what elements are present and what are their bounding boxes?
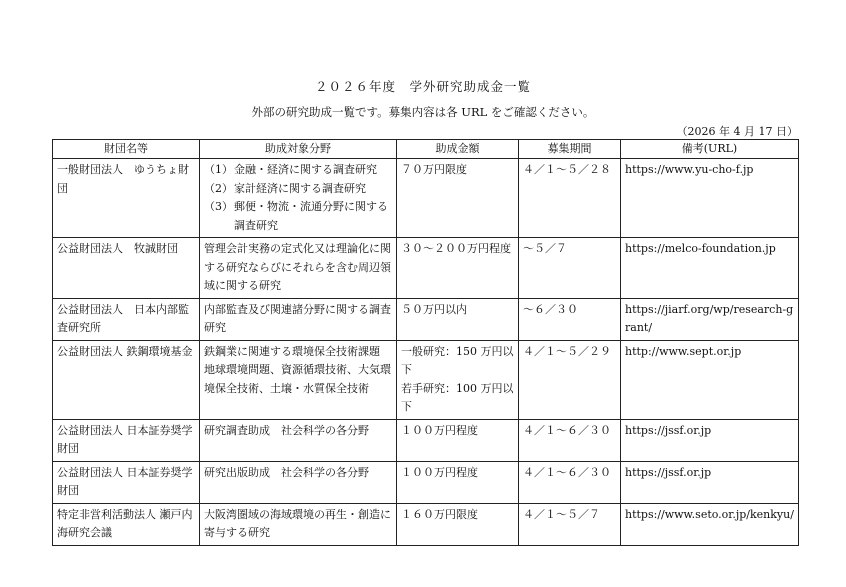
url-link[interactable]: https://jssf.or.jp xyxy=(625,465,712,479)
foundation-cell: 公益財団法人 鉄鋼環境基金 xyxy=(53,340,200,419)
header-amount: 助成金額 xyxy=(397,140,519,159)
table-row xyxy=(53,340,799,419)
url-link[interactable]: https://melco-foundation.jp xyxy=(625,242,776,255)
field-cell: 内部監査及び関連諸分野に関する調査研究 xyxy=(200,298,397,340)
foundation-cell: 公益財団法人 日本証券奨学財団 xyxy=(53,419,200,461)
url-link[interactable]: https://jiarf.org/wp/research-grant/ xyxy=(625,302,794,334)
amount-cell xyxy=(397,340,519,419)
table-row xyxy=(53,298,799,340)
field-item: （1）金融・経済に関する調査研究 xyxy=(204,163,377,176)
url-cell[interactable] xyxy=(621,503,799,545)
url-cell[interactable] xyxy=(621,238,799,299)
foundation-cell: 特定非営利活動法人 瀬戸内海研究会議 xyxy=(53,503,200,545)
amount-line: 一般研究：150 万円以下 xyxy=(401,344,514,376)
foundation-cell: 一般財団法人 ゆうちょ財団 xyxy=(53,159,200,238)
period-cell: ～６／３０ xyxy=(519,298,621,340)
table-row xyxy=(53,238,799,299)
amount-line: 若手研究：100 万円以下 xyxy=(401,381,514,413)
field-cell: 研究調査助成 社会科学の各分野 xyxy=(200,419,397,461)
header-foundation: 財団名等 xyxy=(53,140,200,159)
url-cell[interactable] xyxy=(621,159,799,238)
field-cell: 大阪湾圏域の海域環境の再生・創造に寄与する研究 xyxy=(200,503,397,545)
url-cell[interactable] xyxy=(621,298,799,340)
field-line: 地球環境問題、資源循環技術、大気環境保全技術、土壌・水質保全技術 xyxy=(204,363,391,395)
amount-cell: ５０万円以内 xyxy=(397,298,519,340)
url-cell[interactable] xyxy=(621,461,799,503)
grants-table xyxy=(52,139,799,546)
field-item: （3） 郵便・物流・流通分野に関する調査研究 xyxy=(204,200,388,232)
url-link[interactable]: https://jssf.or.jp xyxy=(625,423,712,437)
amount-cell: ７０万円限度 xyxy=(397,159,519,238)
table-row xyxy=(53,159,799,238)
url-link[interactable]: https://www.yu-cho-f.jp xyxy=(625,163,754,176)
page-title: ２０２６年度 学外研究助成金一覧 xyxy=(314,79,531,94)
foundation-cell: 公益財団法人 牧誠財団 xyxy=(53,238,200,299)
field-cell xyxy=(200,340,397,419)
foundation-cell: 公益財団法人 日本内部監査研究所 xyxy=(53,298,200,340)
period-cell: ４／１～５／７ xyxy=(519,503,621,545)
field-cell: 管理会計実務の定式化又は理論化に関する研究ならびにそれらを含む周辺領域に関する研究 xyxy=(200,238,397,299)
url-link[interactable]: http://www.sept.or.jp xyxy=(625,344,742,358)
header-field: 助成対象分野 xyxy=(200,140,397,159)
url-cell[interactable] xyxy=(621,419,799,461)
table-header-row xyxy=(53,140,799,159)
table-row xyxy=(53,419,799,461)
period-cell: ～５／７ xyxy=(519,238,621,299)
header-url: 備考(URL) xyxy=(621,140,799,159)
period-cell: ４／１～５／２８ xyxy=(519,159,621,238)
table-row xyxy=(53,461,799,503)
field-cell: 研究出版助成 社会科学の各分野 xyxy=(200,461,397,503)
document-date: （2026 年 4 月 17 日） xyxy=(676,125,798,138)
field-item: （2）家計経済に関する調査研究 xyxy=(204,181,366,195)
amount-cell: ３０～２００万円程度 xyxy=(397,238,519,299)
foundation-cell: 公益財団法人 日本証券奨学財団 xyxy=(53,461,200,503)
page-subtitle: 外部の研究助成一覧です。募集内容は各 URL をご確認ください。 xyxy=(251,105,595,119)
period-cell: ４／１～５／２９ xyxy=(519,340,621,419)
period-cell: ４／１～６／３０ xyxy=(519,461,621,503)
period-cell: ４／１～６／３０ xyxy=(519,419,621,461)
table-row xyxy=(53,503,799,545)
amount-cell: １００万円程度 xyxy=(397,419,519,461)
amount-cell: １６０万円限度 xyxy=(397,503,519,545)
field-line: 鉄鋼業に関連する環境保全技術課題 xyxy=(204,344,380,358)
amount-cell: １００万円程度 xyxy=(397,461,519,503)
field-cell xyxy=(200,159,397,238)
header-period: 募集期間 xyxy=(519,140,621,159)
url-cell[interactable] xyxy=(621,340,799,419)
url-link[interactable]: https://www.seto.or.jp/kenkyu/ xyxy=(625,507,794,521)
